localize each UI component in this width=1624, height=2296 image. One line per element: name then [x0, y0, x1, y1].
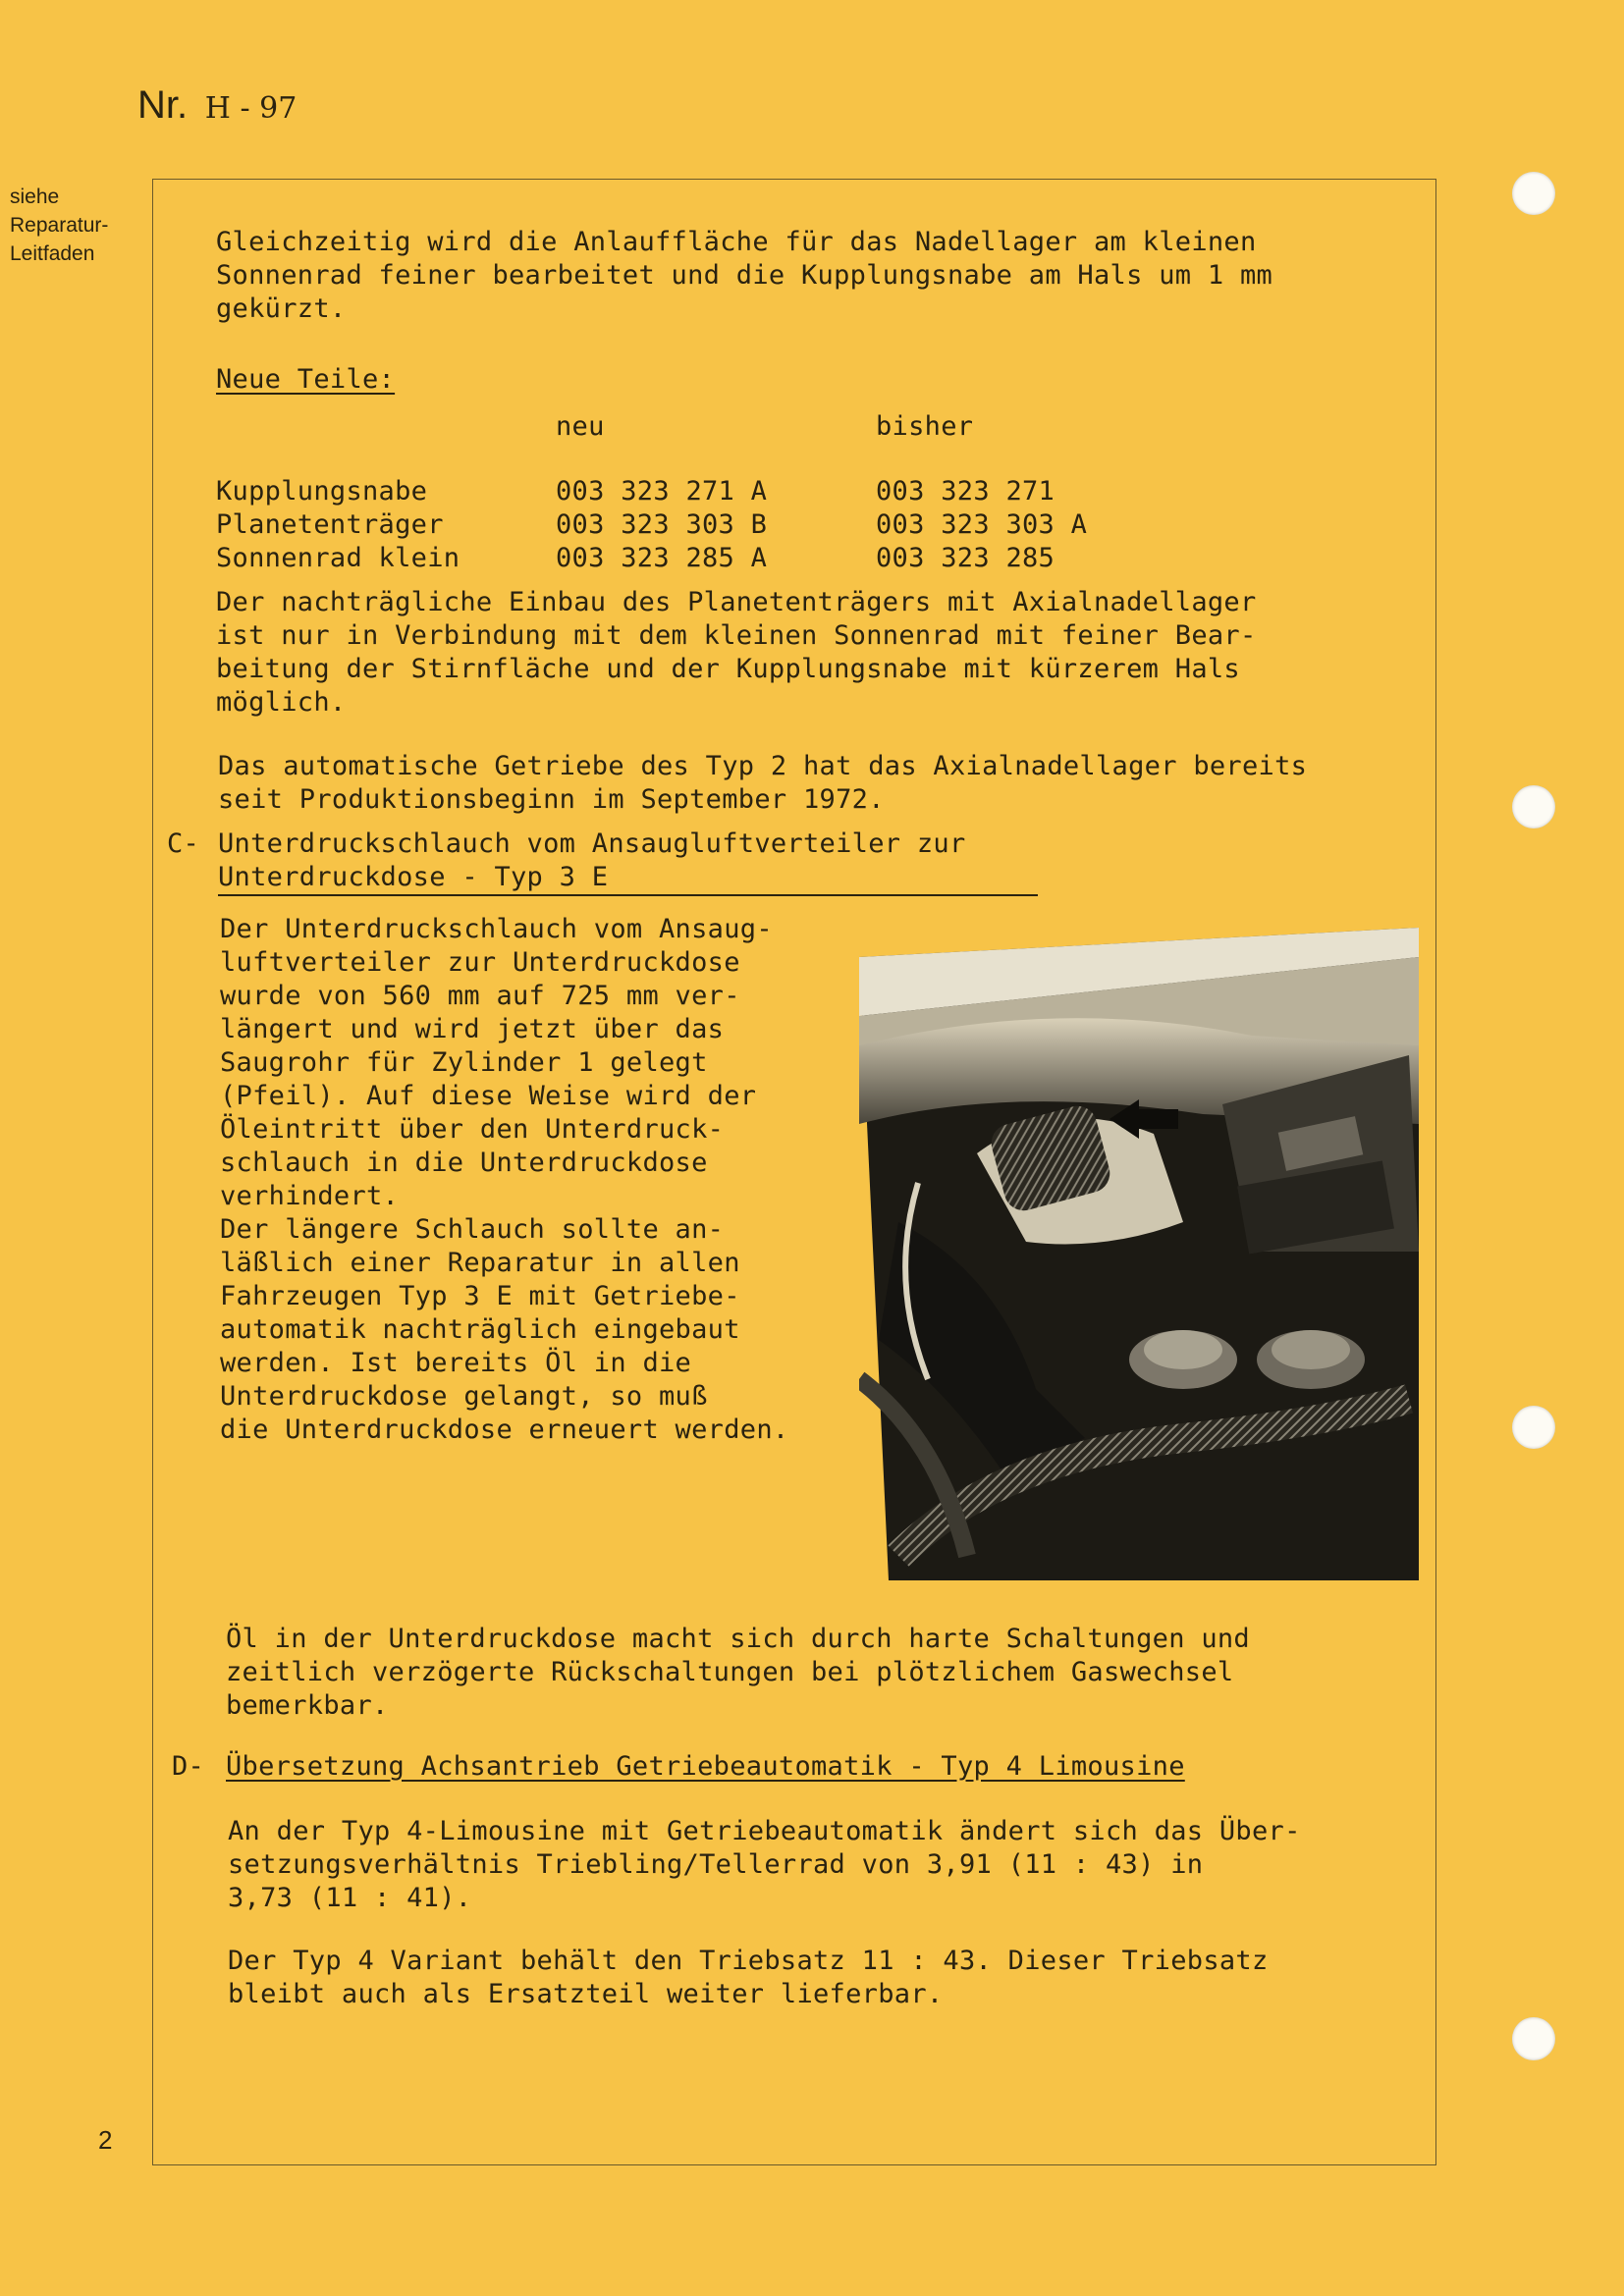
column-header-bisher: bisher — [876, 411, 974, 442]
intro-paragraph — [216, 226, 1272, 326]
text-line: Der Unterdruckschlauch vom Ansaug- — [220, 914, 773, 944]
part-name: Kupplungsnabe — [216, 476, 428, 507]
text-line: ist nur in Verbindung mit dem kleinen Sonnenrad mit feiner Bear- — [216, 620, 1257, 651]
binder-hole — [1512, 2017, 1555, 2060]
document-number — [137, 83, 297, 128]
text-line: bleibt auch als Ersatzteil weiter lieferbar. — [228, 1979, 944, 2009]
text-line: Der nachträgliche Einbau des Planetenträgers mit Axialnadellager — [216, 587, 1257, 617]
engine-photo-graphic — [859, 928, 1419, 1580]
section-c-marker: C- — [167, 828, 200, 859]
oil-paragraph — [226, 1623, 1250, 1723]
text-line: läßlich einer Reparatur in allen — [220, 1248, 740, 1278]
side-note-line: Reparatur- — [10, 214, 109, 237]
text-line: Unterdruckdose gelangt, so muß — [220, 1381, 708, 1412]
part-name: Sonnenrad klein — [216, 543, 460, 573]
text-line: möglich. — [216, 687, 347, 718]
text-line: Der längere Schlauch sollte an- — [220, 1214, 725, 1245]
parts-table — [216, 410, 1087, 575]
side-note — [10, 183, 108, 268]
text-line: bemerkbar. — [226, 1690, 389, 1721]
binder-hole — [1512, 1406, 1555, 1449]
text-line: schlauch in die Unterdruckdose — [220, 1148, 708, 1178]
part-number-new: 003 323 271 A — [556, 476, 768, 507]
section-c-title — [218, 828, 1038, 896]
table-row — [216, 475, 1087, 508]
text-line: Der Typ 4 Variant behält den Triebsatz 11 : 43. Dieser Triebsatz — [228, 1946, 1269, 1976]
retrofit-paragraph — [216, 586, 1257, 720]
side-note-line: siehe — [10, 186, 60, 208]
part-number-old: 003 323 271 — [876, 476, 1056, 507]
part-number-new: 003 323 303 B — [556, 509, 768, 540]
text-line: seit Produktionsbeginn im September 1972. — [218, 784, 885, 815]
table-row — [216, 508, 1087, 542]
text-line: Saugrohr für Zylinder 1 gelegt — [220, 1047, 708, 1078]
text-line: Fahrzeugen Typ 3 E mit Getriebe- — [220, 1281, 740, 1311]
text-line: An der Typ 4-Limousine mit Getriebeautomatik ändert sich das Über- — [228, 1816, 1301, 1846]
text-line: (Pfeil). Auf diese Weise wird der — [220, 1081, 757, 1111]
section-d-title: Übersetzung Achsantrieb Getriebeautomatik - Typ 4 Limousine — [226, 1751, 1185, 1782]
text-line: Das automatische Getriebe des Typ 2 hat das Axialnadellager bereits — [218, 751, 1308, 781]
nr-value: H - 97 — [204, 91, 298, 126]
part-number-old: 003 323 303 A — [876, 509, 1088, 540]
section-d-paragraph-1 — [228, 1815, 1301, 1915]
text-line: werden. Ist bereits Öl in die — [220, 1348, 692, 1378]
text-line: Gleichzeitig wird die Anlauffläche für das Nadellager am kleinen — [216, 227, 1257, 257]
nr-label: Nr. — [137, 83, 189, 127]
text-line: luftverteiler zur Unterdruckdose — [220, 947, 740, 978]
column-header-neu: neu — [556, 411, 605, 442]
text-line: beitung der Stirnfläche und der Kupplungsnabe mit kürzerem Hals — [216, 654, 1240, 684]
text-line: längert und wird jetzt über das — [220, 1014, 725, 1044]
binder-hole — [1512, 172, 1555, 215]
parts-header-row — [216, 410, 1087, 444]
binder-hole — [1512, 785, 1555, 828]
engine-photo — [859, 928, 1419, 1580]
part-name: Planetenträger — [216, 509, 444, 540]
text-line: zeitlich verzögerte Rückschaltungen bei plötzlichem Gaswechsel — [226, 1657, 1234, 1687]
page-number: 2 — [98, 2125, 113, 2155]
title-line: Unterdruckschlauch vom Ansaugluftverteiler zur — [218, 828, 966, 859]
text-line: setzungsverhältnis Triebling/Tellerrad von 3,91 (11 : 43) in — [228, 1849, 1204, 1880]
section-d-marker: D- — [172, 1751, 205, 1782]
title-line: Unterdruckdose - Typ 3 E — [218, 861, 1038, 896]
table-row — [216, 542, 1087, 575]
text-line: wurde von 560 mm auf 725 mm ver- — [220, 981, 740, 1011]
section-d-paragraph-2 — [228, 1945, 1269, 2011]
side-note-line: Leitfaden — [10, 242, 95, 265]
parts-heading: Neue Teile: — [216, 364, 396, 395]
text-line: automatik nachträglich eingebaut — [220, 1314, 740, 1345]
text-line: Öleintritt über den Unterdruck- — [220, 1114, 725, 1145]
part-number-new: 003 323 285 A — [556, 543, 768, 573]
text-line: Öl in der Unterdruckdose macht sich durch harte Schaltungen und — [226, 1624, 1250, 1654]
section-c-body — [220, 913, 788, 1447]
text-line: gekürzt. — [216, 294, 347, 324]
text-line: Sonnenrad feiner bearbeitet und die Kupplungsnabe am Hals um 1 mm — [216, 260, 1273, 291]
part-number-old: 003 323 285 — [876, 543, 1056, 573]
text-line: 3,73 (11 : 41). — [228, 1883, 472, 1913]
text-line: verhindert. — [220, 1181, 400, 1211]
text-line: die Unterdruckdose erneuert werden. — [220, 1415, 789, 1445]
typ2-paragraph — [218, 750, 1307, 817]
